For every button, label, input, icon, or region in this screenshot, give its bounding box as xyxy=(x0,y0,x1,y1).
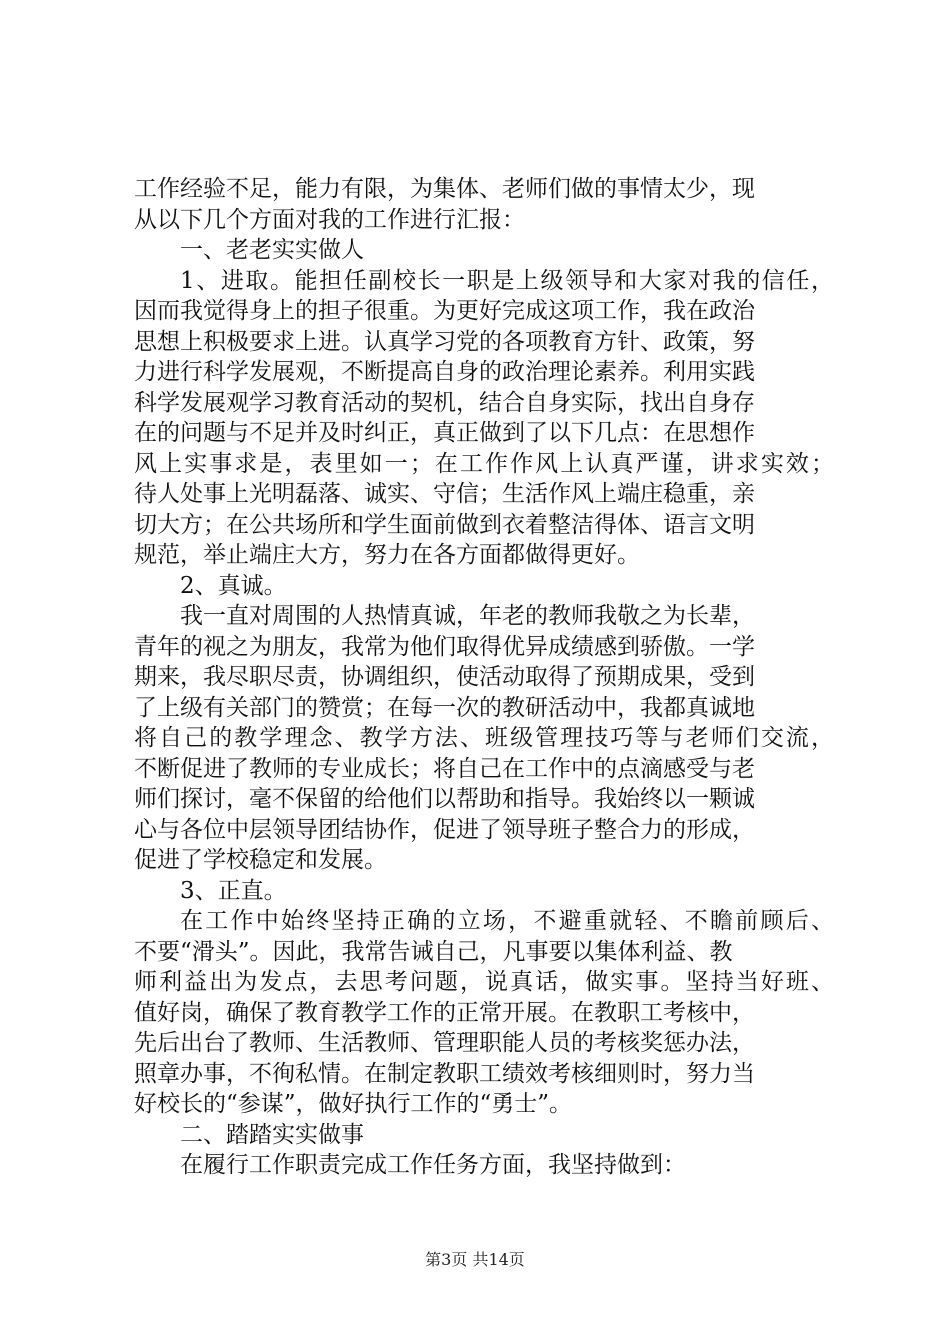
text-line: 从以下几个方面对我的工作进行汇报： xyxy=(134,206,525,233)
text-line: 1、进取。能担任副校长一职是上级领导和大家对我的信任， xyxy=(180,267,836,294)
text-line: 不要“滑头”。因此，我常告诫自己，凡事要以集体利益、教 xyxy=(134,938,733,965)
text-line: 2、真诚。 xyxy=(180,572,287,599)
page-number-footer: 第3页 共14页 xyxy=(425,1250,525,1269)
text-line: 将自己的教学理念、教学方法、班级管理技巧等与老师们交流， xyxy=(134,725,837,751)
text-line: 我一直对周围的人热情真诚，年老的教师我敬之为长辈， xyxy=(180,603,755,629)
text-line: 促进了学校稳定和发展。 xyxy=(134,847,387,873)
text-line: 期来，我尽职尽责，协调组织，使活动取得了预期成果，受到 xyxy=(134,664,755,690)
text-line: 不断促进了教师的专业成长；将自己在工作中的点滴感受与老 xyxy=(134,755,755,782)
text-line: 思想上积极要求上进。认真学习党的各项教育方针、政策，努 xyxy=(134,328,755,355)
text-line: 先后出台了教师、生活教师、管理职能人员的考核奖惩办法， xyxy=(134,1030,755,1056)
text-line: 因而我觉得身上的担子很重。为更好完成这项工作，我在政治 xyxy=(134,298,755,324)
text-line: 心与各位中层领导团结协作，促进了领导班子整合力的形成， xyxy=(134,816,755,843)
text-line: 好校长的“参谋”，做好执行工作的“勇士”。 xyxy=(134,1091,573,1117)
text-line: 力进行科学发展观，不断提高自身的政治理论素养。利用实践 xyxy=(134,359,755,385)
text-line: 在履行工作职责完成工作任务方面，我坚持做到： xyxy=(180,1152,686,1178)
text-line: 值好岗，确保了教育教学工作的正常开展。在教职工考核中， xyxy=(134,999,755,1026)
text-line: 一、老老实实做人 xyxy=(180,237,364,263)
text-line: 3、正直。 xyxy=(180,877,287,904)
text-line: 在工作中始终坚持正确的立场，不避重就轻、不瞻前顾后、 xyxy=(180,908,837,934)
text-line: 师们探讨，毫不保留的给他们以帮助和指导。我始终以一颗诚 xyxy=(134,786,755,812)
document-body xyxy=(134,174,837,1181)
text-line: 科学发展观学习教育活动的契机，结合自身实际，找出自身存 xyxy=(134,389,755,416)
text-line: 切大方；在公共场所和学生面前做到衣着整洁得体、语言文明 xyxy=(134,511,755,538)
text-line: 照章办事，不徇私情。在制定教职工绩效考核细则时，努力当 xyxy=(134,1060,755,1087)
text-line: 师利益出为发点，去思考问题，说真话，做实事。坚持当好班、 xyxy=(134,969,837,995)
text-line: 风上实事求是，表里如一；在工作作风上认真严谨，讲求实效； xyxy=(134,450,837,477)
text-line: 二、踏踏实实做事 xyxy=(180,1121,364,1148)
text-line: 了上级有关部门的赞赏；在每一次的教研活动中，我都真诚地 xyxy=(134,694,755,721)
text-line: 待人处事上光明磊落、诚实、守信；生活作风上端庄稳重，亲 xyxy=(134,481,755,507)
text-line: 规范，举止端庄大方，努力在各方面都做得更好。 xyxy=(134,542,640,568)
text-line: 青年的视之为朋友，我常为他们取得优异成绩感到骄傲。一学 xyxy=(134,633,755,660)
text-line: 工作经验不足，能力有限，为集体、老师们做的事情太少，现 xyxy=(134,176,755,202)
text-line: 在的问题与不足并及时纠正，真正做到了以下几点：在思想作 xyxy=(134,420,755,446)
